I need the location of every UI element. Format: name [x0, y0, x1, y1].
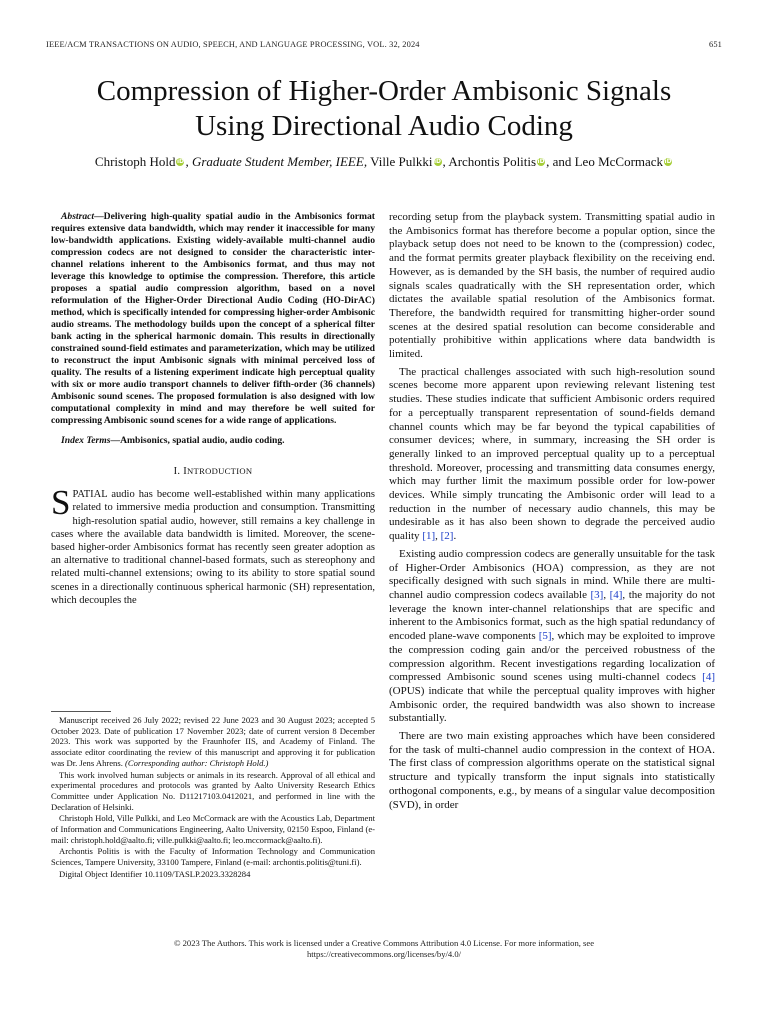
index-terms-text: —Ambisonics, spatial audio, audio coding. [110, 435, 285, 446]
citation-link[interactable]: [5] [538, 630, 552, 643]
author-name: Leo McCormack [574, 154, 664, 169]
author-name: Archontis Politis [448, 154, 537, 169]
citation-link[interactable]: [4] [702, 671, 715, 684]
author-conjunction: , and [546, 154, 575, 169]
paragraph-text: . [453, 530, 457, 543]
author-role: , Graduate Student Member, IEEE, [185, 154, 368, 169]
corresponding-author: (Corresponding author: Christoph Hold.) [125, 757, 269, 768]
footnote-rule [51, 711, 111, 712]
paragraph-text: , [435, 530, 441, 543]
license-text: © 2023 The Authors. This work is licensed under a Creative Commons Attribution 4.0 License. For more information, see [173, 938, 595, 948]
citation-link[interactable]: [1] [422, 530, 436, 543]
body-paragraph [389, 548, 715, 726]
footnote-affiliation-tampere: Archontis Politis is with the Faculty of Information Technology and Communication Sciences, Tampere University, 33100 Tampere, Finland (e-mail: archontis.politis@tuni.fi). [51, 846, 375, 868]
index-terms-label: Index Terms [61, 435, 111, 446]
abstract-label: Abstract [61, 211, 95, 222]
title-line-2: Using Directional Audio Coding [195, 110, 573, 142]
paragraph-text: Existing audio compression codecs are generally unsuitable for the task of Higher-Order Ambisonics (HOA) compression, as they are not specifically designed with such signals in mind. While there are multi-channel audio compression codecs available [389, 547, 715, 601]
footnote-ethics: This work involved human subjects or animals in its research. Approval of all ethical and experimental procedures and protocols was granted by Aalto University Research Ethics Committee under Application No. D11217103.0412021, and performed in line with the Declaration of Helsinki. [51, 769, 375, 812]
footnotes [51, 715, 375, 881]
footnote-affiliation-aalto: Christoph Hold, Ville Pulkki, and Leo McCormack are with the Acoustics Lab, Department of Information and Communications Engineering, Aalto University, 02150 Espoo, Finland (e-mail: christoph.hold@aalto.fi; ville.pulkki@aalto.fi; leo.mccormack@aalto.fi). [51, 813, 375, 845]
author-name: Ville Pulkki [370, 154, 433, 169]
index-terms [51, 435, 375, 447]
paragraph-text: , the majority do not leverage the known inter-channel relationships that are specific and inherent to the Ambisonics format, such as the high spatial redundancy of encoded plane-wave components [389, 588, 716, 643]
running-header [46, 40, 722, 54]
license-notice [40, 938, 728, 960]
paragraph-text: , which may be exploited to improve the compression coding gain and/or the perceived robustness of the compression algorithm. Recent investigations regarding localization of compressed Ambisonic sound scenes using multi-channel codecs [389, 630, 715, 684]
paragraph-text: , [603, 588, 610, 601]
drop-cap: S [51, 483, 71, 523]
section-numeral: I. I [173, 466, 188, 477]
orcid-icon[interactable]: iD [664, 158, 672, 165]
footnote-manuscript [51, 715, 375, 769]
citation-link[interactable]: [4] [609, 588, 623, 601]
paragraph-text: (OPUS) indicate that while the perceptual quality improves with higher Ambisonic order, the required bandwidth was also shown to increase substantially. [389, 684, 715, 725]
intro-text: PATIAL audio has become well-established within many applications related to immersive media production and consumption. Transmitting high-resolution spatial audio, however, still remains a key challenge in cases where the available data bandwidth is limited. Moreover, the scene-based higher-order Ambisonics format has recently seen greater adoption as an alternative to traditional channel-based formats, such as stereophony and related multi-channel extensions; owing to its ability to store spatial sound scenes in a directionally continuous spherical harmonic (SH) representation, which decouples the [51, 489, 375, 606]
section-heading [51, 465, 375, 478]
right-column [389, 211, 715, 812]
title-line-1: Compression of Higher-Order Ambisonic Signals [96, 75, 672, 107]
body-paragraph: There are two main existing approaches which have been considered for the task of multi-channel audio compression in the context of HOA. The first class of compression algorithms operate on the statistical signal structure and typically transform the input signals into statistically orthogonal components, e.g., by means of a singular value decomposition (SVD), in order [389, 730, 715, 811]
paper-title [40, 74, 728, 144]
left-column [51, 211, 375, 607]
body-paragraph: recording setup from the playback system. Transmitting spatial audio in the Ambisonics format has therefore become a popular option, since the playback setup does not need to be known to the (compression) codec, and the format permits greater playback flexibility on the receiving end. However, as is demanded by the SH basis, the number of required audio signals scales quadratically with the SH representation order, which dictates the available spatial resolution of the Ambisonics format. Therefore, the bandwidth required for transmitting higher-order sound scenes at the desired spatial resolution can become considerable and potentially prohibitive within applications where data bandwidth is limited. [389, 211, 715, 361]
orcid-icon[interactable]: iD [433, 158, 442, 165]
page-number: 651 [708, 40, 722, 49]
paragraph-text: The practical challenges associated with such high-resolution sound scenes become more apparent upon reviewing relevant listening test studies. These studies indicate that sufficient Ambisonic orders required for a perceptually transparent representation of sound-fields demand channel counts which may be far beyond the typical capabilities of consumer devices; where, in summary, increasing the SH order is generally linked to an improved perceptual quality up to a perceptual threshold. Moreover, processing and transmitting data consumes energy, which may further limit the maximum possible order for low-power devices. While simply truncating the Ambisonic order will lead to a reduction in the number of necessary audio channels, this may be undesirable as it has also been shown to degrade the perceived audio quality [389, 365, 715, 543]
license-url[interactable]: https://creativecommons.org/licenses/by/4.0/ [306, 949, 462, 959]
body-paragraph [389, 366, 715, 544]
abstract-text: —Delivering high-quality spatial audio in the Ambisonics format requires extensive data bandwidth, which may render it inaccessible for many low-bandwidth applications. Existing widely-available multi-channel audio compression codecs are not designed to consider the characteristic inter-channel relations inherent to the Ambisonics format, and thus may not leverage this knowledge to optimise the compression. Therefore, this article proposes a spatial audio compression algorithm, based on a novel reformulation of the Higher-Order Directional Audio Coding (HO-DirAC) method, which is specifically intended for compressing higher-order Ambisonic audio streams. The methodology builds upon the concept of a spherical filter bank acting in the spherical harmonic domain. This results in directionally constrained sound-field estimates and parameterization, which may be utilized to reconstruct the input Ambisonic signals with minimal perceived loss of quality. The results of a listening experiment indicate high perceptual quality with six or more audio transport channels to deliver fifth-order (36 channels) Ambisonic sound scenes. The proposed formulation is also designed with low computational complexity in mind and may therefore be well suited for compressing Ambisonic sound scenes for a wide range of applications. [51, 211, 375, 426]
citation-link[interactable]: [3] [590, 588, 604, 601]
orcid-icon[interactable]: iD [537, 158, 545, 165]
author-name: Christoph Hold [94, 154, 176, 169]
footnote-text: Manuscript received 26 July 2022; revised 22 June 2023 and 30 August 2023; accepted 5 October 2023. Date of publication 17 November 2023; date of current version 8 December 2023. This work was supported by the Fraunhofer IIS, and Academy of Finland. The associate editor coordinating the review of this manuscript and approving it for publication was Dr. Jens Ahrens. [51, 715, 375, 768]
section-name: NTRODUCTION [187, 466, 253, 476]
orcid-icon[interactable]: iD [176, 158, 184, 165]
intro-paragraph [51, 483, 375, 607]
author-list: Christoph HoldiD, Graduate Student Member, IEEE, Ville PulkkiiD, Archontis PolitisiD, and Leo McCormackiD [94, 154, 672, 169]
abstract [51, 211, 375, 427]
journal-name: IEEE/ACM TRANSACTIONS ON AUDIO, SPEECH, AND LANGUAGE PROCESSING, VOL. 32, 2024 [46, 40, 420, 49]
doi[interactable]: Digital Object Identifier 10.1109/TASLP.2023.3328284 [59, 868, 251, 879]
citation-link[interactable]: [2] [440, 530, 454, 543]
